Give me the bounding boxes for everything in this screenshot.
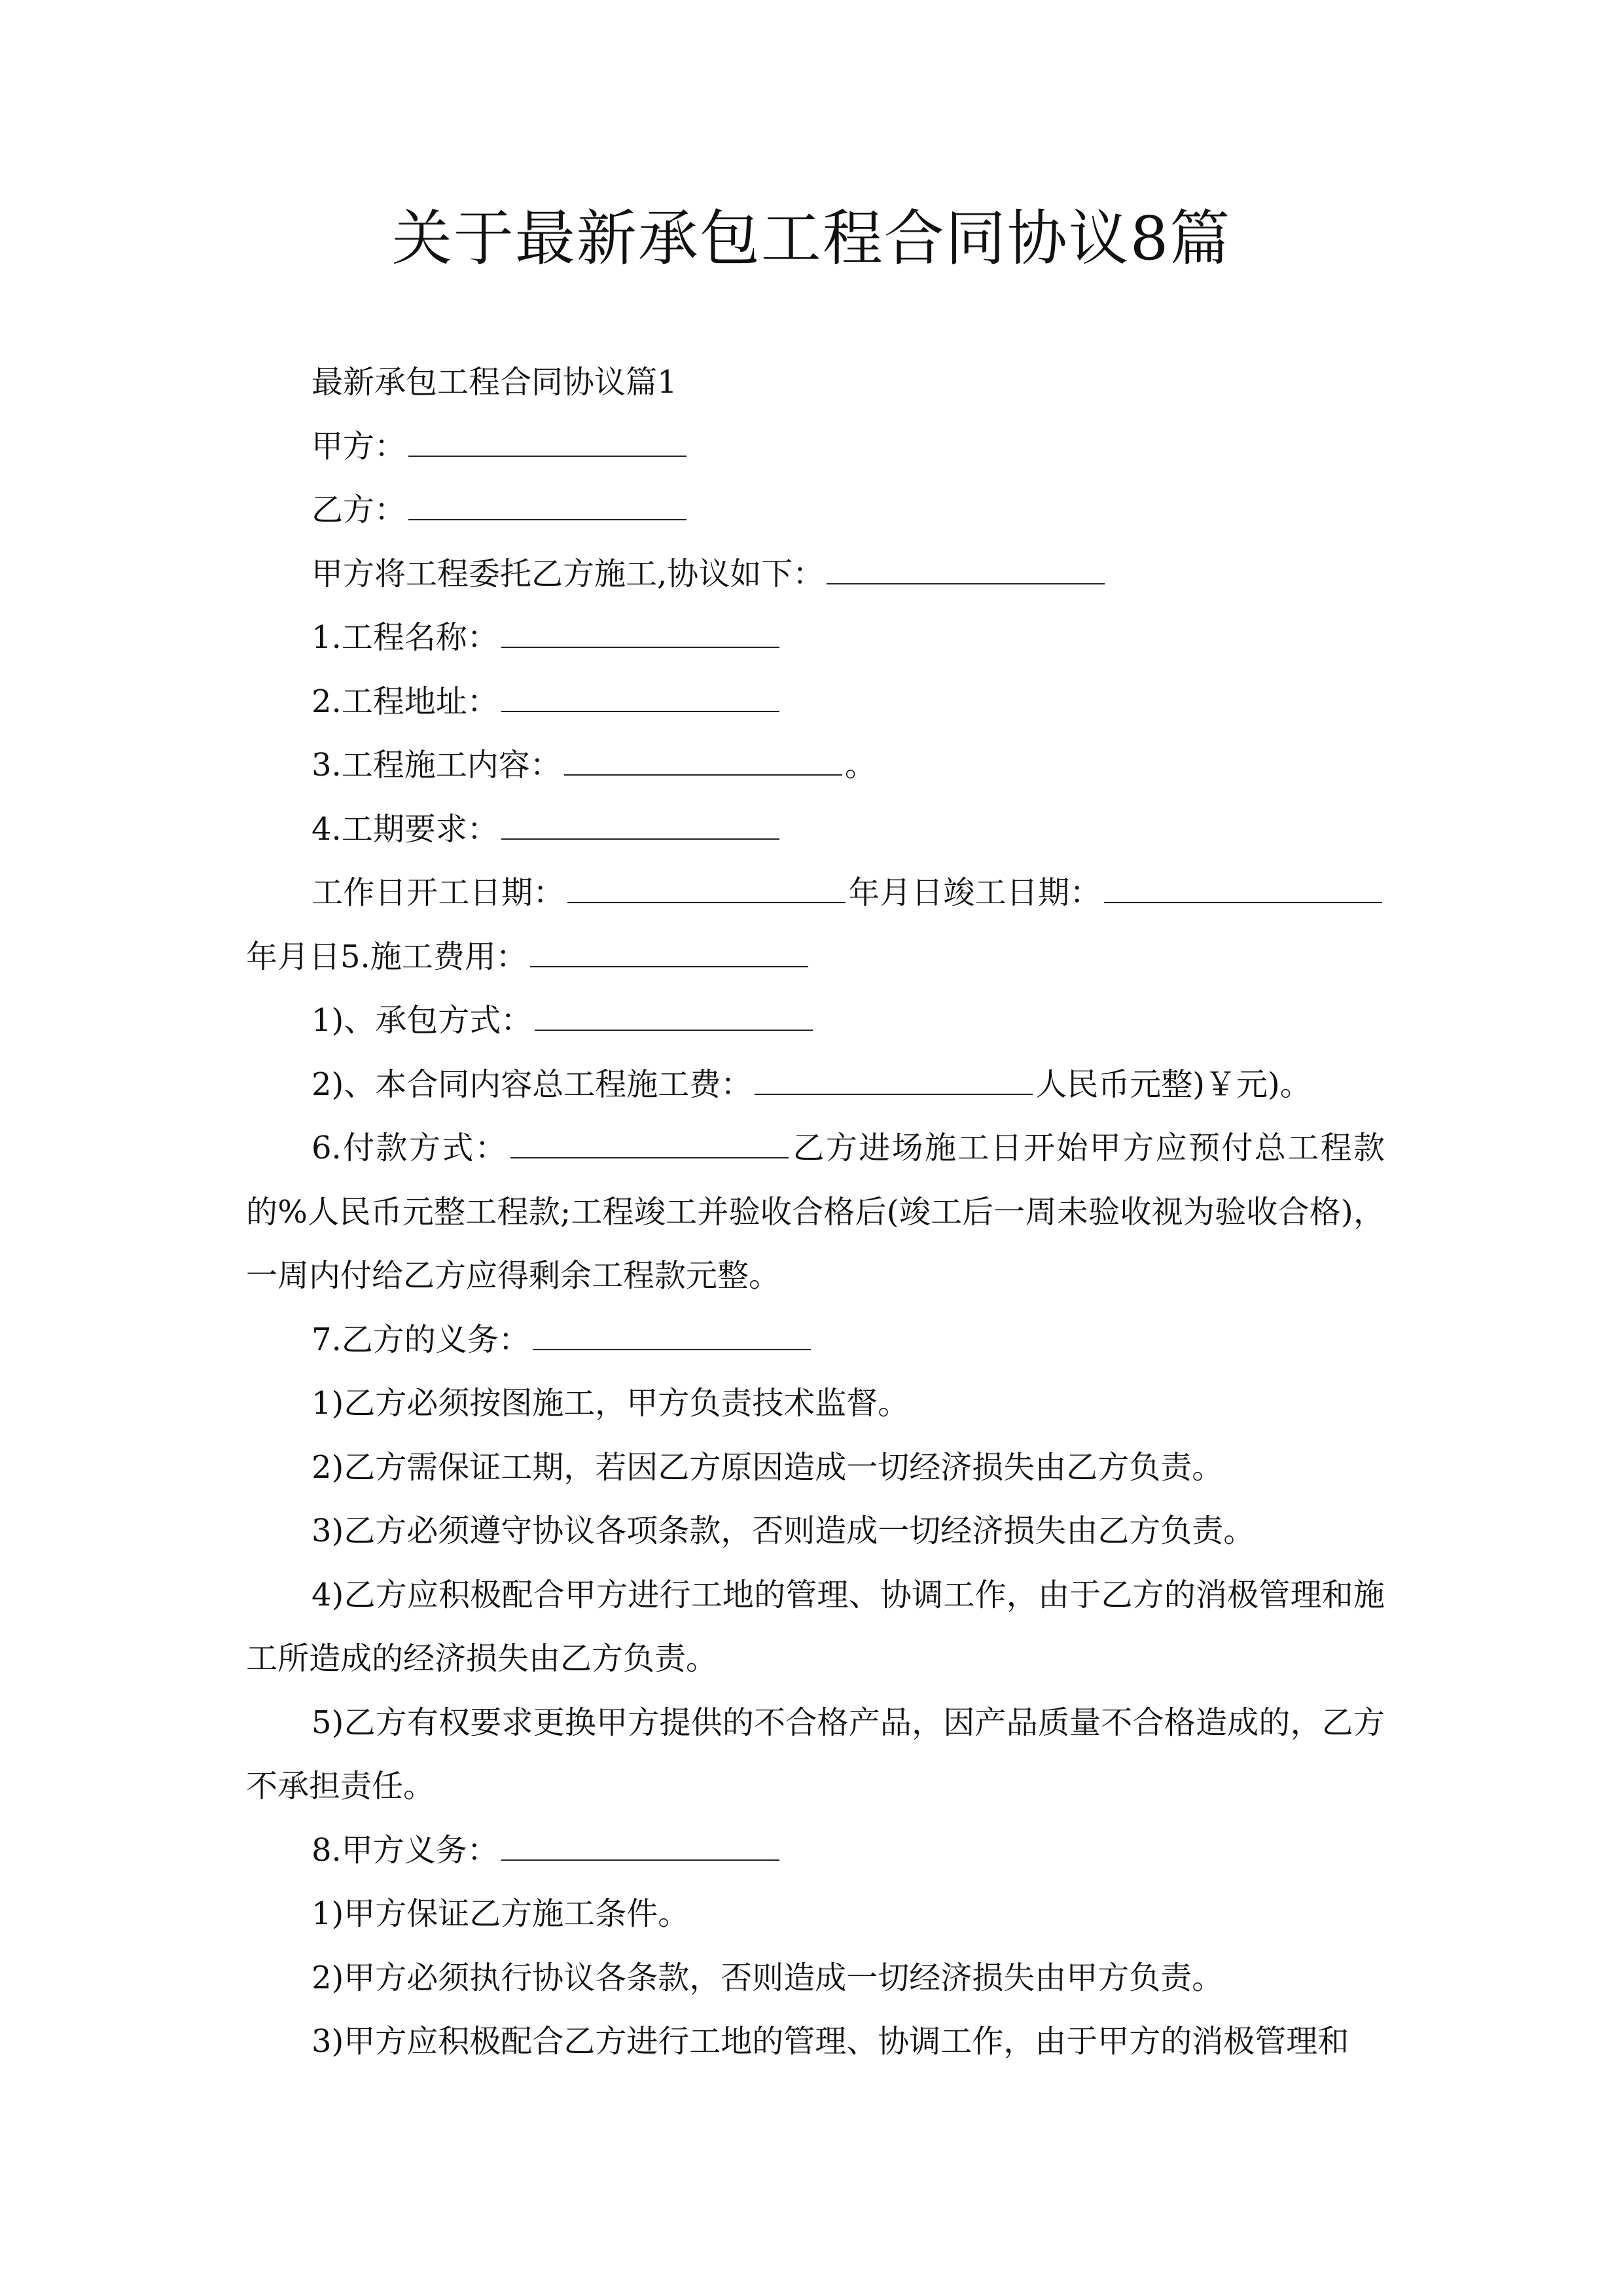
paragraph-text: 7.乙方的义务：	[312, 1321, 530, 1358]
fill-in-blank	[1104, 876, 1382, 903]
paragraph-9	[246, 989, 1385, 1053]
paragraph-text: 年月日5.施工费用：	[246, 938, 527, 975]
paragraph-19	[246, 1882, 1385, 1946]
paragraph-text: 2)甲方必须执行协议各条款，否则造成一切经济损失由甲方负责。	[312, 1959, 1224, 1996]
fill-in-blank	[408, 429, 687, 457]
fill-in-blank	[567, 876, 846, 903]
fill-in-blank	[408, 493, 687, 520]
paragraph-text: 乙方进场施工日开始甲方应预付总工程款的%人民币元整工程款;工程竣工并验收合格后(竣工后一周未验收视为验收合格)，一周内付给乙方应得剩余工程款元整。	[246, 1130, 1385, 1294]
paragraph-18	[246, 1819, 1385, 1883]
paragraph-20	[246, 1946, 1385, 2011]
fill-in-blank	[510, 1131, 789, 1158]
paragraph-text: 6.付款方式：	[312, 1130, 508, 1166]
paragraph-3	[246, 543, 1385, 607]
fill-in-blank	[535, 1003, 813, 1031]
paragraph-7	[246, 798, 1385, 862]
paragraph-text: 工作日开工日期：	[312, 874, 565, 911]
paragraph-text: 1)甲方保证乙方施工条件。	[312, 1895, 690, 1932]
fill-in-blank	[564, 748, 842, 776]
paragraph-14	[246, 1436, 1385, 1500]
paragraph-text: 2.工程地址：	[312, 683, 499, 720]
paragraph-5	[246, 670, 1385, 734]
paragraph-text: 8.甲方义务：	[312, 1831, 499, 1869]
fill-in-blank	[501, 1833, 779, 1861]
paragraph-text: 年月日竣工日期：	[847, 874, 1101, 911]
paragraph-text: 3.工程施工内容：	[312, 747, 562, 783]
paragraph-0	[246, 351, 1385, 415]
paragraph-text: 4.工期要求：	[312, 810, 499, 848]
paragraph-15	[246, 1499, 1385, 1564]
paragraph-text: 。	[844, 747, 876, 783]
paragraph-text: 1.工程名称：	[312, 619, 499, 656]
fill-in-blank	[755, 1067, 1033, 1095]
paragraph-12	[246, 1308, 1385, 1372]
fill-in-blank	[501, 620, 779, 648]
paragraph-text: 2)乙方需保证工期，若因乙方原因造成一切经济损失由乙方负责。	[312, 1448, 1224, 1486]
paragraph-text: 3)甲方应积极配合乙方进行工地的管理、协调工作，由于甲方的消极管理和	[312, 2023, 1349, 2060]
paragraph-text: 5)乙方有权要求更换甲方提供的不合格产品，因产品质量不合格造成的，乙方不承担责任。	[246, 1704, 1385, 1804]
fill-in-blank	[533, 1323, 811, 1350]
paragraph-6	[246, 734, 1385, 798]
paragraph-17	[246, 1691, 1385, 1819]
paragraph-text: 3)乙方必须遵守协议各项条款，否则造成一切经济损失由乙方负责。	[312, 1513, 1255, 1549]
paragraph-text: 1)、承包方式：	[312, 1002, 533, 1039]
paragraph-16	[246, 1564, 1385, 1691]
paragraph-10	[246, 1053, 1385, 1117]
paragraph-text: 4)乙方应积极配合甲方进行工地的管理、协调工作，由于乙方的消极管理和施工所造成的经济损失由乙方负责。	[246, 1576, 1385, 1677]
paragraph-text: 甲方：	[312, 427, 406, 465]
document-title: 关于最新承包工程合同协议8篇	[391, 204, 1232, 274]
paragraph-11	[246, 1117, 1385, 1308]
paragraph-text: 人民币元整)￥元)。	[1035, 1066, 1311, 1103]
fill-in-blank	[501, 812, 779, 840]
paragraph-text: 1)乙方必须按图施工，甲方负责技术监督。	[312, 1385, 910, 1422]
fill-in-blank	[530, 940, 808, 967]
paragraph-4	[246, 606, 1385, 670]
fill-in-blank	[827, 557, 1105, 584]
paragraph-1	[246, 415, 1385, 479]
paragraph-13	[246, 1372, 1385, 1436]
paragraph-text: 甲方将工程委托乙方施工,协议如下：	[312, 555, 825, 592]
paragraph-text: 最新承包工程合同协议篇1	[312, 364, 677, 401]
paragraph-text: 乙方：	[312, 492, 406, 528]
paragraph-text: 2)、本合同内容总工程施工费：	[312, 1066, 753, 1103]
fill-in-blank	[501, 685, 779, 712]
paragraph-21	[246, 2010, 1385, 2074]
document-body	[246, 351, 1385, 2074]
paragraph-8	[246, 861, 1385, 989]
paragraph-2	[246, 478, 1385, 543]
